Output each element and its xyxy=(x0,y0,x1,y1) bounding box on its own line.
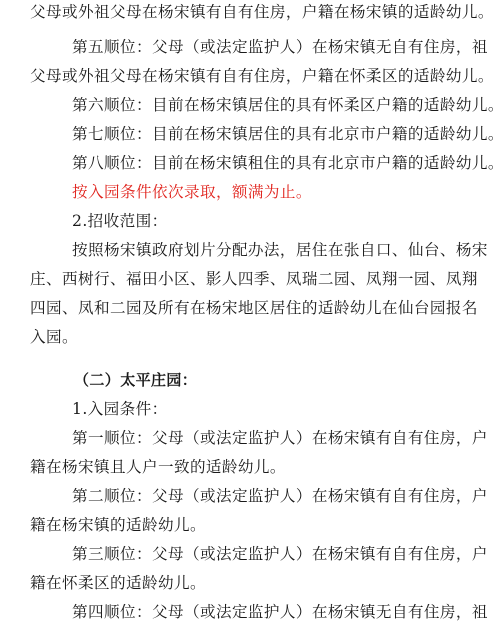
body-text-line: 第一顺位：父母（或法定监护人）在杨宋镇有自有住房，户 xyxy=(72,429,488,447)
body-text-line: 籍在怀柔区的适龄幼儿。 xyxy=(30,574,206,592)
body-text-line: 第八顺位：目前在杨宋镇租住的具有北京市户籍的适龄幼儿。 xyxy=(72,154,504,172)
body-text-line: 籍在杨宋镇的适龄幼儿。 xyxy=(30,516,206,534)
body-text-line: 庄、西树行、福田小区、影人四季、凤瑞二园、凤翔一园、凤翔 xyxy=(30,270,478,288)
section-subheading: 1.入园条件： xyxy=(72,400,168,418)
body-text-line: 籍在杨宋镇且人户一致的适龄幼儿。 xyxy=(30,458,286,476)
body-text-line: 第四顺位：父母（或法定监护人）在杨宋镇无自有住房，祖 xyxy=(72,603,488,621)
highlighted-rule-line: 按入园条件依次录取，额满为止。 xyxy=(72,183,312,201)
body-text-line: 父母或外祖父母在杨宋镇有自有住房，户籍在怀柔区的适龄幼儿。 xyxy=(30,67,494,85)
body-text-line: 第六顺位：目前在杨宋镇居住的具有怀柔区户籍的适龄幼儿。 xyxy=(72,96,504,114)
body-text-line: 第二顺位：父母（或法定监护人）在杨宋镇有自有住房，户 xyxy=(72,487,488,505)
body-text-line: 第七顺位：目前在杨宋镇居住的具有北京市户籍的适龄幼儿。 xyxy=(72,125,504,143)
body-text-line: 父母或外祖父母在杨宋镇有自有住房，户籍在杨宋镇的适龄幼儿。 xyxy=(30,3,494,21)
body-text-line: 四园、凤和二园及所有在杨宋地区居住的适龄幼儿在仙台园报名 xyxy=(30,299,478,317)
section-subheading: 2.招收范围： xyxy=(72,212,168,230)
body-text-line: 按照杨宋镇政府划片分配办法，居住在张自口、仙台、杨宋 xyxy=(72,241,488,259)
body-text-line: 第五顺位：父母（或法定监护人）在杨宋镇无自有住房，祖 xyxy=(72,38,488,56)
body-text-line: 第三顺位：父母（或法定监护人）在杨宋镇有自有住房，户 xyxy=(72,545,488,563)
section-heading: （二）太平庄园： xyxy=(74,371,198,389)
body-text-line: 入园。 xyxy=(30,328,78,346)
